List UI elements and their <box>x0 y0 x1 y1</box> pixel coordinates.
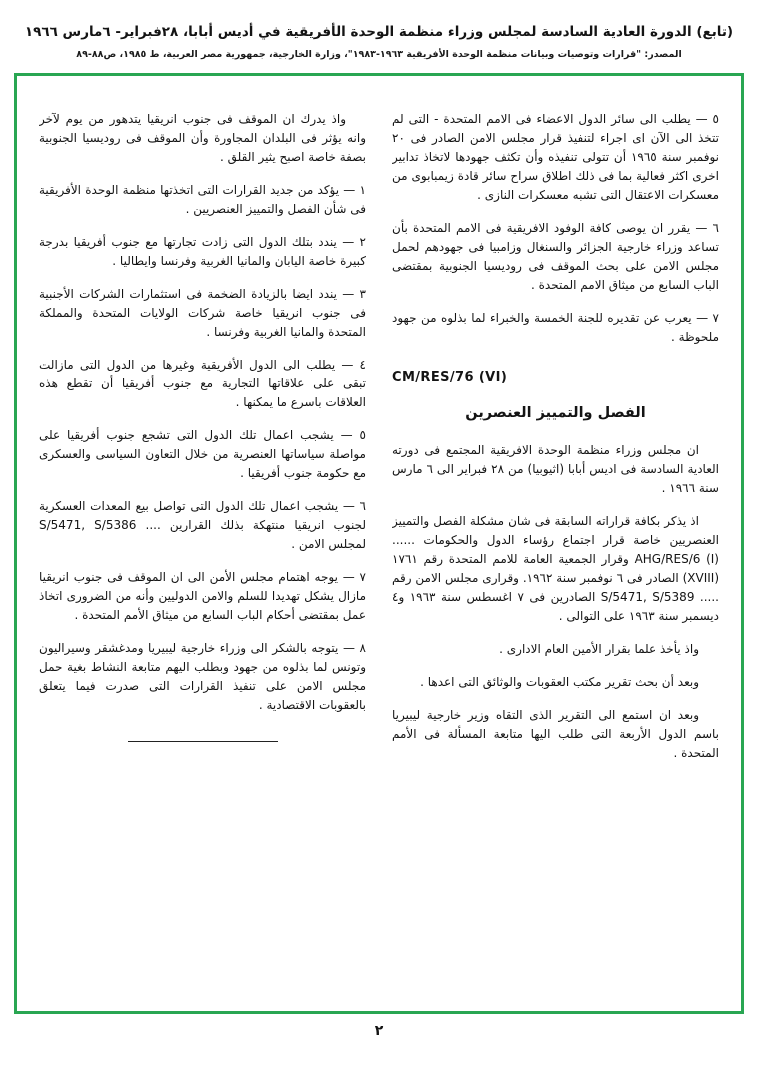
preamble-paragraph: واذ يدرك ان الموقف فى جنوب انريقيا يتدهور من يوم لآخر وانه يؤثر فى البلدان المجاورة وأن الموقف فى روديسيا الجنوبية بصفة خاصة اصبح يثير القلق . <box>39 112 366 164</box>
end-divider <box>128 741 278 742</box>
paragraph-item-4: ٤ — يطلب الى الدول الأفريقية وغيرها من الدول التى مازالت تبقى على علاقاتها التجارية مع جنوب أفريقيا أن تقطع هذه العلاقات باسرع ما يمكنها . <box>39 357 366 410</box>
preamble-paragraph: ان مجلس وزراء منظمة الوحدة الافريقية المجتمع فى دورته العادية السادسة فى اديس أبابا (اثيوبيا) من ٢٨ فبراير الى ٦ مارس سنة ١٩٦٦ . <box>392 443 719 496</box>
page-number: ٢ <box>374 1023 384 1039</box>
paragraph-item-8: ٨ — يتوجه بالشكر الى وزراء خارجية ليبيريا ومدغشقر وسيراليون وتونس لما بذلوه من جهود وبطلب اليهم متابعة النشاط بغية حمل مجلس الامن على تنفيذ القرارات التى صدرت فيما يتعلق بالعقوبات الاقتصادية . <box>39 640 366 712</box>
preamble-paragraph: وبعد أن بحث تقرير مكتب العقوبات والوثائق التى اعدها . <box>420 675 699 690</box>
paragraph-item-6: ٦ — يقرر ان يوصى كافة الوفود الافريقية فى الامم المتحدة بأن تساعد وزراء خارجية الجزائر والسنغال وزامبيا فى جهودهم لحمل مجلس الامن على بحث الموقف فى روديسيا الجنوبية بمقتضى الباب السابع من ميثاق الامم المتحدة . <box>392 220 719 292</box>
preamble-paragraph: وبعد ان استمع الى التقرير الذى التقاه وزير خارجية ليبيريا باسم الدول الأربعة التى طلب اليها متابعة المسألة فى الأمم المتحدة . <box>392 707 719 760</box>
paragraph-item-7: ٧ — يعرب عن تقديره للجنة الخمسة والخبراء لما بذلوه من جهود ملحوظة . <box>392 310 719 344</box>
paragraph-item-2: ٢ — يندد بتلك الدول التى زادت تجارتها مع جنوب أفريقيا بدرجة كبيرة خاصة اليابان والمانيا الغربية وفرنسا وايطاليا . <box>39 234 366 268</box>
document-header <box>0 0 758 60</box>
header-source: المصدر: "قرارات وتوصيات وبيانات منظمة الوحدة الأفريقية ١٩٦٣-١٩٨٣"، وزارة الخارجية، جمهورية مصر العربية، ط ١٩٨٥، ص٨٨-٨٩ <box>76 49 682 60</box>
resolution-code: CM/RES/76 (VI) <box>392 370 508 386</box>
column-right <box>392 110 719 991</box>
preamble-paragraph: اذ يذكر بكافة قراراته السابقة فى شان مشكلة الفصل والتمييز العنصريين خاصة قرار اجتماع رؤساء الدول والحكومات ...... AHG/RES/6 (I) وقرار الجمعية العامة للامم المتحدة رقم ١٧٦١ (XVIII) الصادر فى ٦ نوفمبر سنة ١٩٦٢. وقرارى مجلس الامن رقم ..... S/5471, S/5389 الصادرين فى ٧ اغسطس سنة ١٩٦٣ و٤ ديسمبر سنة ١٩٦٣ على التوالى . <box>392 514 719 624</box>
paragraph-item-6: ٦ — يشجب اعمال تلك الدول التى تواصل بيع المعدات العسكرية لجنوب انريقيا منتهكة بذلك القرارين .... S/5471, S/5386 لمجلس الامن . <box>39 499 366 552</box>
text-columns <box>39 110 719 991</box>
paragraph-item-1: ١ — يؤكد من جديد القرارات التى اتخذتها منظمة الوحدة الأفريقية فى شأن الفصل والتمييز العنصريين . <box>39 182 366 216</box>
header-title: (تابع) الدورة العادية السادسة لمجلس وزراء منظمة الوحدة الأفريقية في أديس أبابا، ٢٨فبراير- ٦مارس ١٩٦٦ <box>24 24 734 40</box>
paragraph-item-5: ٥ — يطلب الى سائر الدول الاعضاء فى الامم المتحدة - التى لم تتخذ الى الآن اى اجراء لتنفيذ قرار مجلس الامن الصادر فى ٢٠ نوفمبر سنة ١٩٦٥ أن تتولى تنفيذه وأن تكثف جهودها لاتخاذ تدابير اخرى اكثر فعالية بما فى ذلك اطلاق سراح سائر قادة زيمبابوى من معسكرات الاعتقال التى تشبه معسكرات النازى . <box>392 112 719 202</box>
paragraph-item-5: ٥ — يشجب اعمال تلك الدول التى تشجع جنوب أفريقيا على مواصلة سياساتها العنصرية من خلال التعاون السياسى والعسكرى مع حكومة جنوب أفريقيا . <box>39 428 366 481</box>
preamble-paragraph: واذ يأخذ علما بقرار الأمين العام الادارى . <box>499 642 699 657</box>
paragraph-item-3: ٣ — يندد ايضا بالزيادة الضخمة فى استثمارات الشركات الأجنبية فى جنوب انريقيا خاصة شركات الولايات المتحدة والمملكة المتحدة والمانيا الغربية وفرنسا . <box>39 286 366 339</box>
paragraph-item-7: ٧ — يوجه اهتمام مجلس الأمن الى ان الموقف فى جنوب انريقيا مازال يشكل تهديدا للسلم والامن الدوليين وأنه من الضرورى اتخاذ عمل بمقتضى أحكام الباب السابع من ميثاق الأمم المتحدة . <box>39 570 366 623</box>
document-frame <box>14 73 744 1014</box>
section-heading: الفصل والتمييز العنصرين <box>465 405 646 422</box>
column-left <box>39 110 366 991</box>
